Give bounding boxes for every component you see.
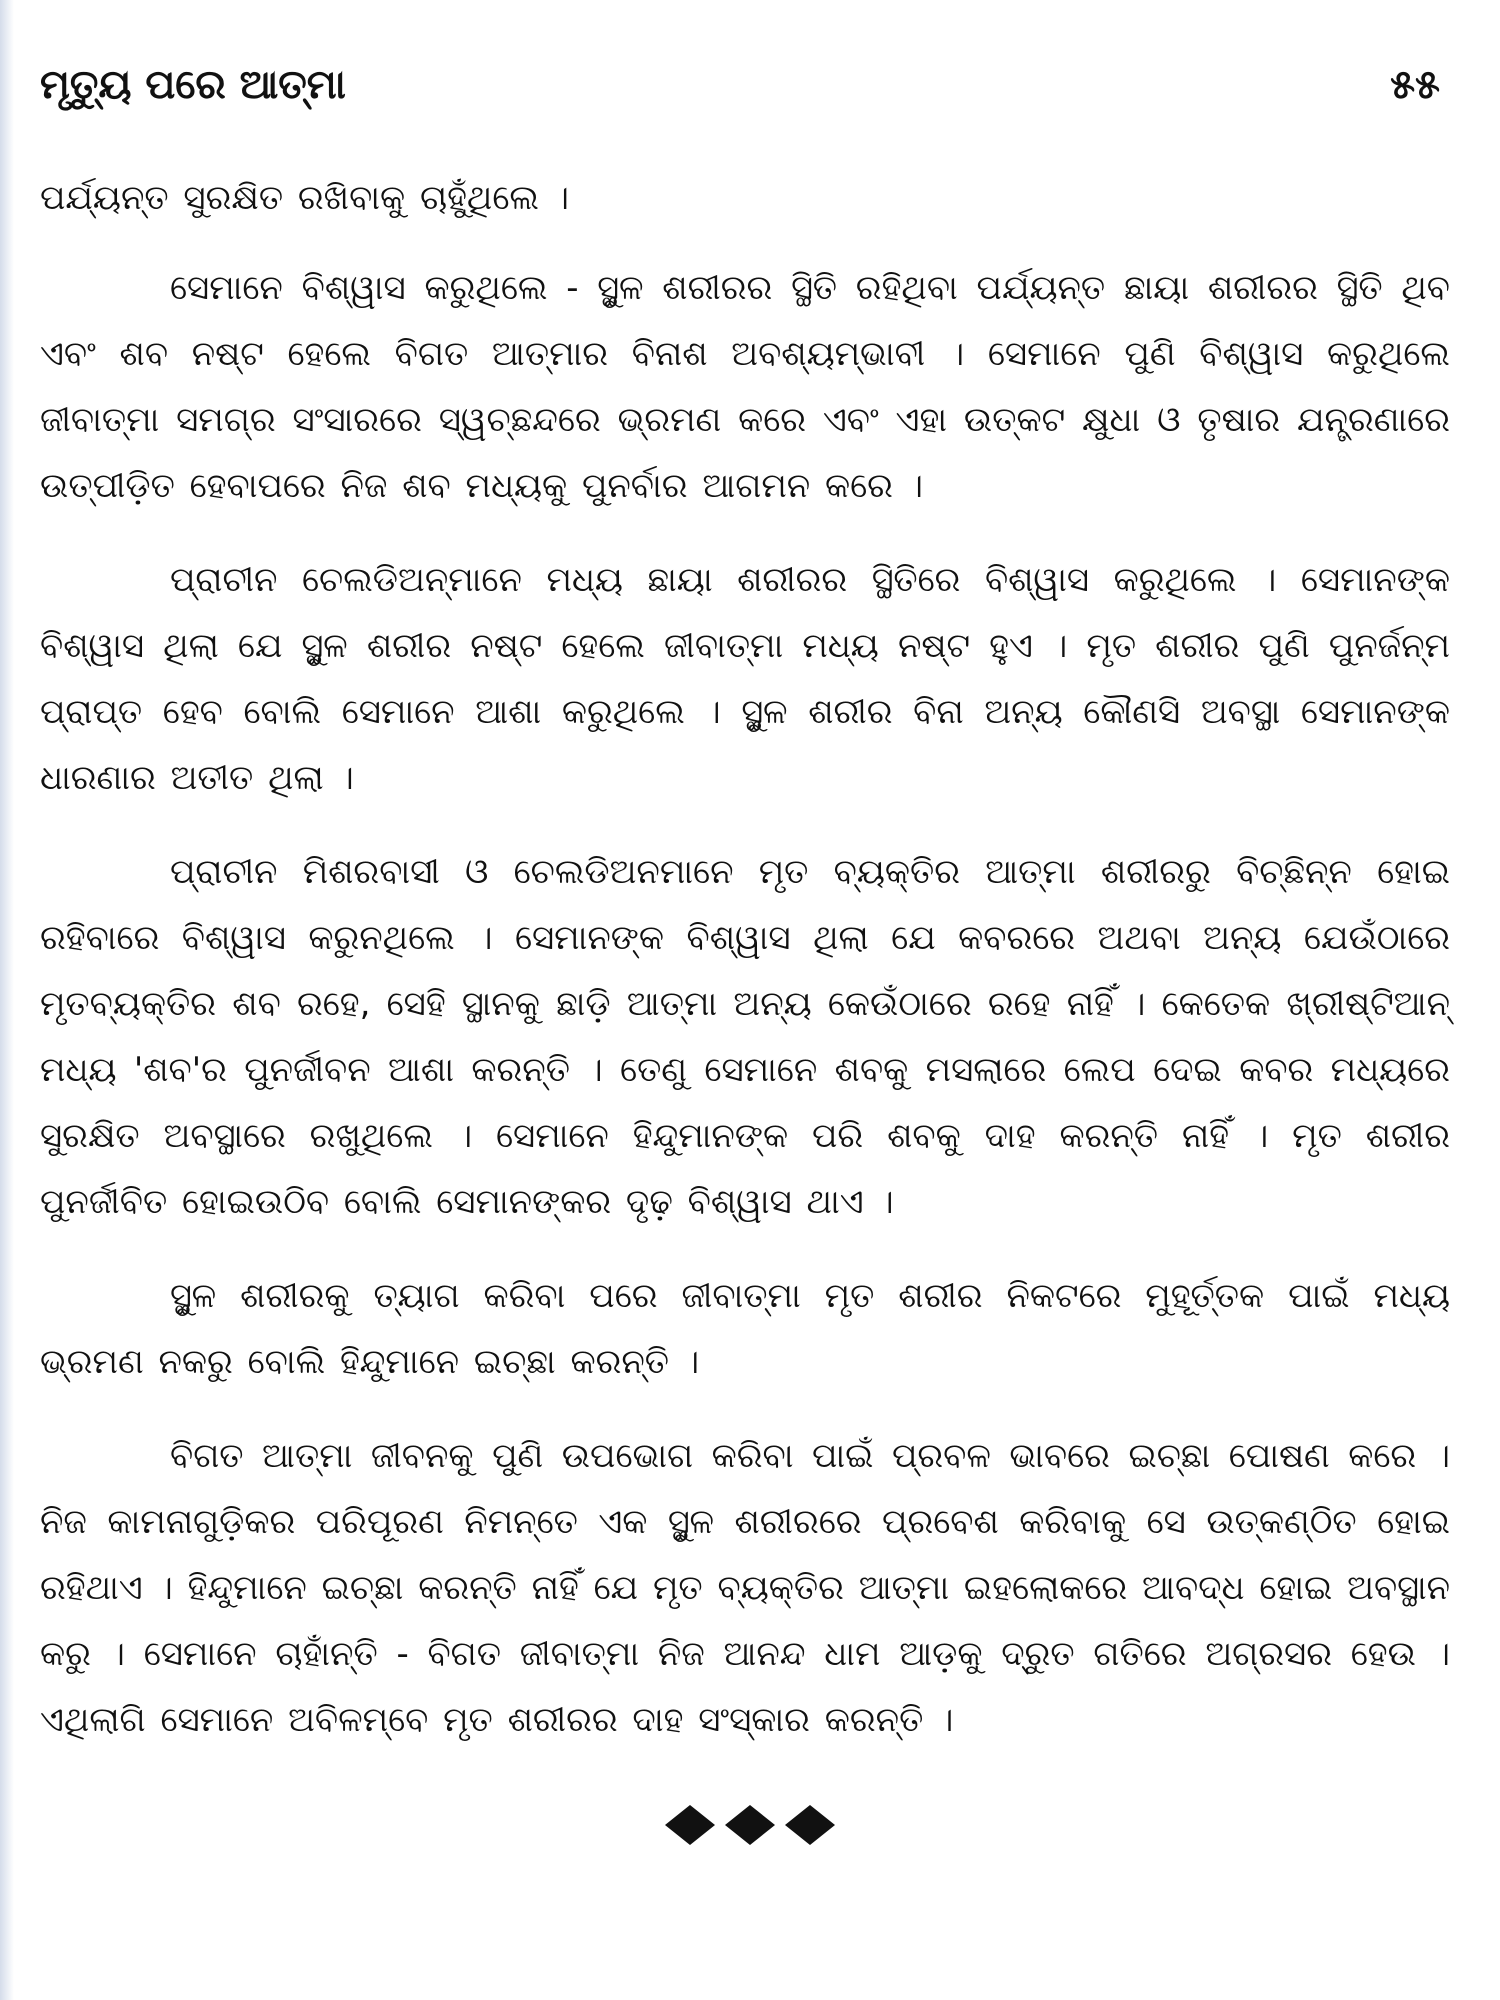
paragraph-6: ବିଗତ ଆତ୍ମା ଜୀବନକୁ ପୁଣି ଉପଭୋଗ କରିବା ପାଇଁ ପ୍ରବଳ ଭାବରେ ଇଚ୍ଛା ପୋଷଣ କରେ । ନିଜ କାମନାଗୁଡ଼ିକର ପରିପୂରଣ ନିମନ୍ତେ ଏକ ସ୍ଥୁଳ ଶରୀରରେ ପ୍ରବେଶ କରିବାକୁ ସେ ଉତ୍କଣ୍ଠିତ ହୋଇ ରହିଥାଏ । ହିନ୍ଦୁମାନେ ଇଚ୍ଛା କରନ୍ତି ନାହିଁ ଯେ ମୃତ ବ୍ୟକ୍ତିର ଆତ୍ମା ଇହଲୋକରେ ଆବଦ୍ଧ ହୋଇ ଅବସ୍ଥାନ କରୁ । ସେମାନେ ଚାହାଁନ୍ତି - ବିଗତ ଜୀବାତ୍ମା ନିଜ ଆନନ୍ଦ ଧାମ ଆଡ଼କୁ ଦ୍ରୁତ ଗତିରେ ଅଗ୍ରସର ହେଉ । ଏଥିଲାଗି ସେମାନେ ଅବିଳମ୍ବେ ମୃତ ଶରୀରର ଦାହ ସଂସ୍କାର କରନ୍ତି । [40,1436,1450,1740]
diamond-icon [725,1805,775,1845]
three-diamonds-icon [660,1800,840,1850]
page-title: ମୃତ୍ୟୁ ପରେ ଆତ୍ମା [40,62,346,108]
paragraph-3: ପ୍ରାଚୀନ ଚେଲଡିଅନ୍‌ମାନେ ମଧ୍ୟ ଛାୟା ଶରୀରର ସ୍ଥିତିରେ ବିଶ୍ୱାସ କରୁଥିଲେ । ସେମାନଙ୍କ ବିଶ୍ୱାସ ଥିଲା ଯେ ସ୍ଥୁଳ ଶରୀର ନଷ୍ଟ ହେଲେ ଜୀବାତ୍ମା ମଧ୍ୟ ନଷ୍ଟ ହୁଏ । ମୃତ ଶରୀର ପୁଣି ପୁନର୍ଜନ୍ମ ପ୍ରାପ୍ତ ହେବ ବୋଲି ସେମାନେ ଆଶା କରୁଥିଲେ । ସ୍ଥୁଳ ଶରୀର ବିନା ଅନ୍ୟ କୌଣସି ଅବସ୍ଥା ସେମାନଙ୍କ ଧାରଣାର ଅତୀତ ଥିଲା । [40,560,1450,798]
page-number: ୫୫ [1390,62,1440,108]
body-text [40,165,1450,1781]
paragraph-4: ପ୍ରାଚୀନ ମିଶରବାସୀ ଓ ଚେଲଡିଅନମାନେ ମୃତ ବ୍ୟକ୍ତିର ଆତ୍ମା ଶରୀରରୁ ବିଚ୍ଛିନ୍ନ ହୋଇ ରହିବାରେ ବିଶ୍ୱାସ କରୁନଥିଲେ । ସେମାନଙ୍କ ବିଶ୍ୱାସ ଥିଲା ଯେ କବରରେ ଅଥବା ଅନ୍ୟ ଯେଉଁଠାରେ ମୃତବ୍ୟକ୍ତିର ଶବ ରହେ, ସେହି ସ୍ଥାନକୁ ଛାଡ଼ି ଆତ୍ମା ଅନ୍ୟ କେଉଁଠାରେ ରହେ ନାହିଁ । କେତେକ ଖ୍ରୀଷ୍ଟିଆନ୍ ମଧ୍ୟ 'ଶବ'ର ପୁନର୍ଜୀବନ ଆଶା କରନ୍ତି । ତେଣୁ ସେମାନେ ଶବକୁ ମସଲାରେ ଲେପ ଦେଇ କବର ମଧ୍ୟରେ ସୁରକ୍ଷିତ ଅବସ୍ଥାରେ ରଖୁଥିଲେ । ସେମାନେ ହିନ୍ଦୁମାନଙ୍କ ପରି ଶବକୁ ଦାହ କରନ୍ତି ନାହିଁ । ମୃତ ଶରୀର ପୁନର୍ଜୀବିତ ହୋଇଉଠିବ ବୋଲି ସେମାନଙ୍କର ଦୃଢ଼ ବିଶ୍ୱାସ ଥାଏ । [40,852,1450,1222]
paragraph-5: ସ୍ଥୁଳ ଶରୀରକୁ ତ୍ୟାଗ କରିବା ପରେ ଜୀବାତ୍ମା ମୃତ ଶରୀର ନିକଟରେ ମୁହୂର୍ତ୍ତକ ପାଇଁ ମଧ୍ୟ ଭ୍ରମଣ ନକରୁ ବୋଲି ହିନ୍ଦୁମାନେ ଇଚ୍ଛା କରନ୍ତି । [40,1276,1450,1382]
running-head [40,62,1440,122]
paragraph-1: ପର୍ଯ୍ୟନ୍ତ ସୁରକ୍ଷିତ ରଖିବାକୁ ଚାହୁଁଥିଲେ । [40,178,570,218]
page-edge-shadow [0,0,14,2000]
paragraph-2: ସେମାନେ ବିଶ୍ୱାସ କରୁଥିଲେ - ସ୍ଥୁଳ ଶରୀରର ସ୍ଥିତି ରହିଥିବା ପର୍ଯ୍ୟନ୍ତ ଛାୟା ଶରୀରର ସ୍ଥିତି ଥିବ ଏବଂ ଶବ ନଷ୍ଟ ହେଲେ ବିଗତ ଆତ୍ମାର ବିନାଶ ଅବଶ୍ୟମ୍ଭାବୀ । ସେମାନେ ପୁଣି ବିଶ୍ୱାସ କରୁଥିଲେ ଜୀବାତ୍ମା ସମଗ୍ର ସଂସାରରେ ସ୍ୱଚ୍ଛନ୍ଦରେ ଭ୍ରମଣ କରେ ଏବଂ ଏହା ଉତ୍କଟ କ୍ଷୁଧା ଓ ତୃଷାର ଯନ୍ତ୍ରଣାରେ ଉତ୍ପୀଡ଼ିତ ହେବାପରେ ନିଜ ଶବ ମଧ୍ୟକୁ ପୁନର୍ବାର ଆଗମନ କରେ । [40,268,1450,506]
diamond-icon [665,1805,715,1845]
diamond-icon [785,1805,835,1845]
